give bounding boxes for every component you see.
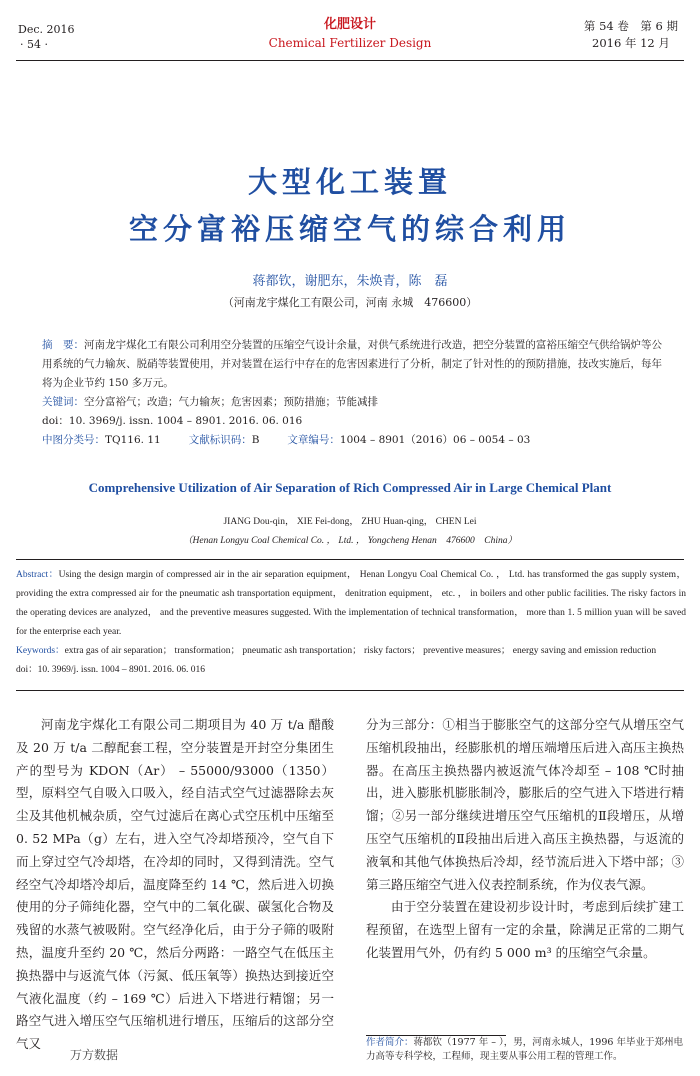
page-number: · 54 · bbox=[20, 38, 48, 51]
body-column-left bbox=[16, 714, 334, 1056]
journal-name-cn: 化肥设计 bbox=[323, 17, 376, 32]
english-affiliation: （Henan Longyu Coal Chemical Co. ， Ltd. ， Yongcheng Henan 476600 China） bbox=[183, 536, 517, 546]
abstract-top-rule bbox=[16, 559, 684, 560]
author-footnote bbox=[366, 1036, 684, 1064]
keywords-cn-text: 空分富裕气；改造；气力输灰；危害因素；预防措施；节能减排 bbox=[84, 396, 378, 408]
abstract-en-body bbox=[16, 566, 686, 642]
keywords-en-label: Keywords： bbox=[16, 646, 65, 656]
doi-cn: doi：10. 3969/j. issn. 1004 – 8901. 2016. 06. 016 bbox=[42, 415, 303, 427]
abstract-en bbox=[16, 566, 686, 680]
abstract-en-label: Abstract： bbox=[16, 570, 59, 580]
abstract-cn bbox=[42, 336, 662, 450]
footnote-label: 作者简介： bbox=[366, 1037, 414, 1048]
volume-issue: 第 54 卷 第 6 期 bbox=[583, 19, 678, 33]
authors: 蒋都钦，谢肥东，朱焕青，陈 磊 bbox=[252, 274, 448, 289]
abstract-cn-body bbox=[42, 336, 662, 393]
running-header-right bbox=[584, 18, 678, 52]
footnote-text: 蒋都钦（1977 年 – ），男，河南永城人，1996 年毕业于郑州电力高等专科学校，工程师，现主要从事公用工程的管理工作。 bbox=[366, 1037, 683, 1062]
doc-code-label: 文献标识码： bbox=[188, 434, 252, 446]
abstract-cn-label: 摘 要： bbox=[42, 339, 85, 351]
doi-en: doi：10. 3969/j. issn. 1004 – 8901. 2016. 06. 016 bbox=[16, 665, 205, 675]
keywords-cn-label: 关键词： bbox=[42, 396, 84, 408]
keywords-en bbox=[16, 642, 686, 661]
doc-code-value: B bbox=[251, 434, 260, 446]
body-paragraph: 分为三部分：①相当于膨胀空气的这部分空气从增压空气压缩机段抽出，经膨胀机的增压端增压后进入高压主换热器。在高压主换热器内被返流气体冷却至 – 108 ℃时抽出，进入膨胀机膨胀制冷，膨胀后的空气进入下塔进行精馏；②另一部分继续进增压空气压缩机的Ⅱ段增压，从增压空气压缩机的Ⅱ段抽出后进入高压主换热器，与返流的液氧和其他气体换热后冷却，经节流后进入下塔中部；③第三路压缩空气进入仪表控制系统，作为仪表气源。 bbox=[366, 717, 684, 892]
issue-date-cn: 2016 年 12 月 bbox=[592, 36, 670, 50]
header-divider bbox=[16, 60, 684, 61]
affiliation: （河南龙宇煤化工有限公司，河南 永城 476600） bbox=[222, 296, 478, 309]
body-paragraph: 由于空分装置在建设初步设计时，考虑到后续扩建工程预留，在选型上留有一定的余量，除满足正常的二期气化装置用气外，仍有约 5 000 m³ 的压缩空气余量。 bbox=[366, 899, 684, 960]
article-no-label: 文章编号： bbox=[287, 434, 340, 446]
abstract-en-text: Using the design margin of compressed air in the air separation equipment， Henan Longyu Coal Chemical Co. ， Ltd. has transformed the gas supply system， providing the extra compressed air for the pneumatic ash transportation equipment， denitration equipment， etc. ， in boilers and other public facilities. The risky factors in the operating devices are analyzed， and the preventive measures suggested. With the implementation of technical transformation， more than 1. 5 million yuan will be saved for the enterprise each year. bbox=[16, 570, 687, 637]
journal-name-en: Chemical Fertilizer Design bbox=[268, 36, 432, 50]
article-no-value: 1004 – 8901（2016）06 – 0054 – 03 bbox=[339, 434, 531, 446]
keywords-cn bbox=[42, 393, 662, 412]
clc-label: 中图分类号： bbox=[42, 434, 105, 446]
title-line-2: 空分富裕压缩空气的综合利用 bbox=[128, 212, 571, 246]
body-column-right bbox=[366, 714, 684, 965]
classification-line bbox=[42, 431, 662, 450]
issue-date-en: Dec. 2016 bbox=[18, 23, 75, 36]
watermark: 万方数据 bbox=[70, 1048, 119, 1062]
title-line-1: 大型化工装置 bbox=[247, 165, 452, 199]
abstract-cn-text: 河南龙宇煤化工有限公司利用空分装置的压缩空气设计余量，对供气系统进行改造，把空分装置的富裕压缩空气供给锅炉等公用系统的气力输灰、脱硝等装置使用，并对装置在运行中存在的危害因素进行了分析，制定了针对性的的预防措施，技改实施后，每年将为企业节约 150 多万元。 bbox=[42, 339, 663, 389]
clc-value: TQ116. 11 bbox=[105, 434, 161, 446]
keywords-en-text: extra gas of air separation； transformation； pneumatic ash transportation； risky factors； preventive measures； energy saving and emission reduction bbox=[64, 646, 657, 656]
english-authors: JIANG Dou-qin， XIE Fei-dong， ZHU Huan-qing， CHEN Lei bbox=[223, 517, 477, 527]
body-paragraph: 河南龙宇煤化工有限公司二期项目为 40 万 t/a 醋酸及 20 万 t/a 二醇配套工程，空分装置是开封空分集团生产的型号为 KDON（Ar） – 55000/93000（1350）型，原料空气自吸入口吸入，经自洁式空气过滤器除去灰尘及其他机械杂质，空气过滤后在离心式空压机中压缩至 0. 52 MPa（g）左右，进入空气冷却塔预冷，空气自下而上穿过空气冷却塔，在冷却的同时，又得到清洗。空气经空气冷却塔冷却后，温度降至约 14 ℃，然后进入切换使用的分子筛纯化器，空气中的二氧化碳、碳氢化合物及残留的水蒸气被吸附。空气经净化后，由于分子筛的吸附热，温度升至约 20 ℃，然后分两路：一路空气在低压主换热器中与返流气体（污氮、低压氧等）换热达到接近空气液化温度（约 – 169 ℃）后进入下塔进行精馏；另一路空气进入增压空气压缩机进行增压，压缩后的这部分空气又 bbox=[16, 717, 334, 1052]
abstract-bottom-rule bbox=[16, 690, 684, 691]
english-title: Comprehensive Utilization of Air Separation of Rich Compressed Air in Large Chemical Plant bbox=[88, 480, 612, 495]
